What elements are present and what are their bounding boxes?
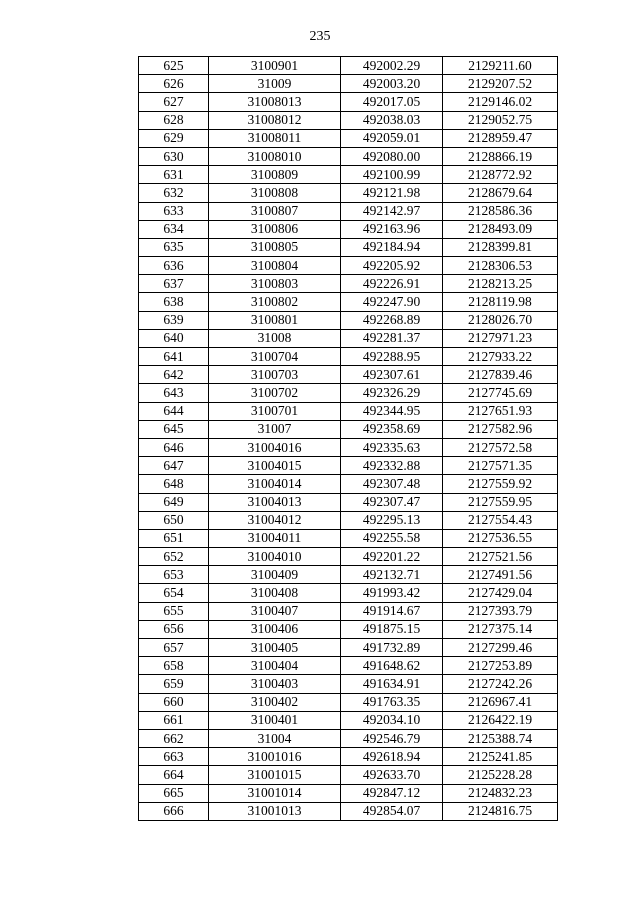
y-coordinate-cell: 2127521.56 — [443, 548, 558, 566]
point-id-cell: 3100701 — [209, 402, 341, 420]
x-coordinate-cell: 492121.98 — [341, 184, 443, 202]
y-coordinate-cell: 2128399.81 — [443, 238, 558, 256]
point-id-cell: 3100808 — [209, 184, 341, 202]
point-id-cell: 31001013 — [209, 802, 341, 820]
x-coordinate-cell: 492080.00 — [341, 147, 443, 165]
y-coordinate-cell: 2126422.19 — [443, 711, 558, 729]
y-coordinate-cell: 2124832.23 — [443, 784, 558, 802]
y-coordinate-cell: 2127572.58 — [443, 438, 558, 456]
table-row — [139, 511, 558, 529]
table-row — [139, 57, 558, 75]
x-coordinate-cell: 492059.01 — [341, 129, 443, 147]
y-coordinate-cell: 2127582.96 — [443, 420, 558, 438]
x-coordinate-cell: 492003.20 — [341, 75, 443, 93]
row-number-cell: 640 — [139, 329, 209, 347]
point-id-cell: 31001014 — [209, 784, 341, 802]
row-number-cell: 650 — [139, 511, 209, 529]
x-coordinate-cell: 492633.70 — [341, 766, 443, 784]
table-row — [139, 293, 558, 311]
y-coordinate-cell: 2127536.55 — [443, 529, 558, 547]
row-number-cell: 633 — [139, 202, 209, 220]
y-coordinate-cell: 2125241.85 — [443, 748, 558, 766]
x-coordinate-cell: 492281.37 — [341, 329, 443, 347]
y-coordinate-cell: 2125388.74 — [443, 729, 558, 747]
x-coordinate-cell: 492205.92 — [341, 257, 443, 275]
table-row — [139, 366, 558, 384]
x-coordinate-cell: 492034.10 — [341, 711, 443, 729]
y-coordinate-cell: 2127253.89 — [443, 657, 558, 675]
y-coordinate-cell: 2128213.25 — [443, 275, 558, 293]
point-id-cell: 31001016 — [209, 748, 341, 766]
table-row — [139, 748, 558, 766]
point-id-cell: 31008012 — [209, 111, 341, 129]
x-coordinate-cell: 492847.12 — [341, 784, 443, 802]
point-id-cell: 3100803 — [209, 275, 341, 293]
table-row — [139, 602, 558, 620]
table-row — [139, 529, 558, 547]
y-coordinate-cell: 2127651.93 — [443, 402, 558, 420]
point-id-cell: 3100901 — [209, 57, 341, 75]
row-number-cell: 641 — [139, 348, 209, 366]
x-coordinate-cell: 492268.89 — [341, 311, 443, 329]
y-coordinate-cell: 2127559.92 — [443, 475, 558, 493]
table-row — [139, 129, 558, 147]
row-number-cell: 634 — [139, 220, 209, 238]
point-id-cell: 31004013 — [209, 493, 341, 511]
coordinates-table — [138, 56, 558, 821]
point-id-cell: 3100801 — [209, 311, 341, 329]
point-id-cell: 31007 — [209, 420, 341, 438]
table-row — [139, 147, 558, 165]
row-number-cell: 661 — [139, 711, 209, 729]
y-coordinate-cell: 2128586.36 — [443, 202, 558, 220]
point-id-cell: 3100704 — [209, 348, 341, 366]
y-coordinate-cell: 2127299.46 — [443, 639, 558, 657]
row-number-cell: 629 — [139, 129, 209, 147]
y-coordinate-cell: 2128772.92 — [443, 166, 558, 184]
x-coordinate-cell: 492335.63 — [341, 438, 443, 456]
y-coordinate-cell: 2124816.75 — [443, 802, 558, 820]
row-number-cell: 658 — [139, 657, 209, 675]
y-coordinate-cell: 2127429.04 — [443, 584, 558, 602]
table-body — [139, 57, 558, 821]
y-coordinate-cell: 2128026.70 — [443, 311, 558, 329]
point-id-cell: 31008010 — [209, 147, 341, 165]
point-id-cell: 3100402 — [209, 693, 341, 711]
point-id-cell: 31008013 — [209, 93, 341, 111]
table-row — [139, 729, 558, 747]
page-number: 235 — [309, 29, 331, 44]
table-row — [139, 457, 558, 475]
row-number-cell: 626 — [139, 75, 209, 93]
table-row — [139, 657, 558, 675]
x-coordinate-cell: 492332.88 — [341, 457, 443, 475]
row-number-cell: 657 — [139, 639, 209, 657]
y-coordinate-cell: 2127491.56 — [443, 566, 558, 584]
x-coordinate-cell: 492201.22 — [341, 548, 443, 566]
table-row — [139, 438, 558, 456]
point-id-cell: 31008 — [209, 329, 341, 347]
y-coordinate-cell: 2128306.53 — [443, 257, 558, 275]
row-number-cell: 645 — [139, 420, 209, 438]
point-id-cell: 3100807 — [209, 202, 341, 220]
point-id-cell: 31004012 — [209, 511, 341, 529]
row-number-cell: 664 — [139, 766, 209, 784]
table-row — [139, 584, 558, 602]
table-row — [139, 711, 558, 729]
y-coordinate-cell: 2127559.95 — [443, 493, 558, 511]
row-number-cell: 636 — [139, 257, 209, 275]
row-number-cell: 646 — [139, 438, 209, 456]
x-coordinate-cell: 492344.95 — [341, 402, 443, 420]
point-id-cell: 3100408 — [209, 584, 341, 602]
row-number-cell: 659 — [139, 675, 209, 693]
table-row — [139, 493, 558, 511]
row-number-cell: 631 — [139, 166, 209, 184]
x-coordinate-cell: 492132.71 — [341, 566, 443, 584]
table-row — [139, 311, 558, 329]
row-number-cell: 637 — [139, 275, 209, 293]
table-row — [139, 675, 558, 693]
row-number-cell: 649 — [139, 493, 209, 511]
y-coordinate-cell: 2128959.47 — [443, 129, 558, 147]
y-coordinate-cell: 2129211.60 — [443, 57, 558, 75]
x-coordinate-cell: 492038.03 — [341, 111, 443, 129]
y-coordinate-cell: 2127242.26 — [443, 675, 558, 693]
x-coordinate-cell: 491914.67 — [341, 602, 443, 620]
y-coordinate-cell: 2128679.64 — [443, 184, 558, 202]
point-id-cell: 3100703 — [209, 366, 341, 384]
x-coordinate-cell: 492295.13 — [341, 511, 443, 529]
row-number-cell: 655 — [139, 602, 209, 620]
point-id-cell: 31004011 — [209, 529, 341, 547]
table-row — [139, 111, 558, 129]
row-number-cell: 644 — [139, 402, 209, 420]
table-row — [139, 693, 558, 711]
x-coordinate-cell: 491875.15 — [341, 620, 443, 638]
x-coordinate-cell: 492226.91 — [341, 275, 443, 293]
row-number-cell: 625 — [139, 57, 209, 75]
point-id-cell: 31004015 — [209, 457, 341, 475]
table-row — [139, 766, 558, 784]
y-coordinate-cell: 2125228.28 — [443, 766, 558, 784]
y-coordinate-cell: 2128119.98 — [443, 293, 558, 311]
row-number-cell: 653 — [139, 566, 209, 584]
point-id-cell: 31004 — [209, 729, 341, 747]
x-coordinate-cell: 492546.79 — [341, 729, 443, 747]
row-number-cell: 662 — [139, 729, 209, 747]
table-row — [139, 257, 558, 275]
point-id-cell: 31009 — [209, 75, 341, 93]
row-number-cell: 647 — [139, 457, 209, 475]
point-id-cell: 3100806 — [209, 220, 341, 238]
x-coordinate-cell: 492142.97 — [341, 202, 443, 220]
point-id-cell: 3100809 — [209, 166, 341, 184]
x-coordinate-cell: 492326.29 — [341, 384, 443, 402]
row-number-cell: 663 — [139, 748, 209, 766]
table-row — [139, 548, 558, 566]
x-coordinate-cell: 491993.42 — [341, 584, 443, 602]
row-number-cell: 656 — [139, 620, 209, 638]
x-coordinate-cell: 491648.62 — [341, 657, 443, 675]
point-id-cell: 3100401 — [209, 711, 341, 729]
x-coordinate-cell: 492307.48 — [341, 475, 443, 493]
point-id-cell: 3100805 — [209, 238, 341, 256]
table-row — [139, 166, 558, 184]
row-number-cell: 665 — [139, 784, 209, 802]
point-id-cell: 3100407 — [209, 602, 341, 620]
x-coordinate-cell: 492002.29 — [341, 57, 443, 75]
y-coordinate-cell: 2127933.22 — [443, 348, 558, 366]
point-id-cell: 31004014 — [209, 475, 341, 493]
x-coordinate-cell: 491763.35 — [341, 693, 443, 711]
y-coordinate-cell: 2128493.09 — [443, 220, 558, 238]
x-coordinate-cell: 492255.58 — [341, 529, 443, 547]
row-number-cell: 651 — [139, 529, 209, 547]
x-coordinate-cell: 492184.94 — [341, 238, 443, 256]
x-coordinate-cell: 492163.96 — [341, 220, 443, 238]
x-coordinate-cell: 492618.94 — [341, 748, 443, 766]
row-number-cell: 628 — [139, 111, 209, 129]
row-number-cell: 627 — [139, 93, 209, 111]
table-row — [139, 620, 558, 638]
row-number-cell: 660 — [139, 693, 209, 711]
table-row — [139, 202, 558, 220]
table-row — [139, 329, 558, 347]
x-coordinate-cell: 491732.89 — [341, 639, 443, 657]
table-row — [139, 420, 558, 438]
row-number-cell: 654 — [139, 584, 209, 602]
x-coordinate-cell: 491634.91 — [341, 675, 443, 693]
table-row — [139, 348, 558, 366]
point-id-cell: 3100804 — [209, 257, 341, 275]
x-coordinate-cell: 492307.47 — [341, 493, 443, 511]
row-number-cell: 666 — [139, 802, 209, 820]
table-row — [139, 566, 558, 584]
y-coordinate-cell: 2129207.52 — [443, 75, 558, 93]
y-coordinate-cell: 2126967.41 — [443, 693, 558, 711]
table-row — [139, 93, 558, 111]
y-coordinate-cell: 2127571.35 — [443, 457, 558, 475]
table-row — [139, 802, 558, 820]
table-row — [139, 275, 558, 293]
point-id-cell: 3100406 — [209, 620, 341, 638]
table-row — [139, 220, 558, 238]
row-number-cell: 632 — [139, 184, 209, 202]
table-row — [139, 384, 558, 402]
x-coordinate-cell: 492307.61 — [341, 366, 443, 384]
point-id-cell: 31001015 — [209, 766, 341, 784]
row-number-cell: 643 — [139, 384, 209, 402]
table-row — [139, 75, 558, 93]
y-coordinate-cell: 2127839.46 — [443, 366, 558, 384]
table-row — [139, 475, 558, 493]
x-coordinate-cell: 492358.69 — [341, 420, 443, 438]
point-id-cell: 31004010 — [209, 548, 341, 566]
y-coordinate-cell: 2127393.79 — [443, 602, 558, 620]
x-coordinate-cell: 492017.05 — [341, 93, 443, 111]
row-number-cell: 638 — [139, 293, 209, 311]
x-coordinate-cell: 492100.99 — [341, 166, 443, 184]
y-coordinate-cell: 2127971.23 — [443, 329, 558, 347]
row-number-cell: 648 — [139, 475, 209, 493]
point-id-cell: 3100802 — [209, 293, 341, 311]
point-id-cell: 3100403 — [209, 675, 341, 693]
point-id-cell: 3100404 — [209, 657, 341, 675]
x-coordinate-cell: 492854.07 — [341, 802, 443, 820]
y-coordinate-cell: 2127375.14 — [443, 620, 558, 638]
row-number-cell: 642 — [139, 366, 209, 384]
point-id-cell: 31004016 — [209, 438, 341, 456]
point-id-cell: 3100409 — [209, 566, 341, 584]
table-row — [139, 402, 558, 420]
row-number-cell: 630 — [139, 147, 209, 165]
x-coordinate-cell: 492288.95 — [341, 348, 443, 366]
point-id-cell: 31008011 — [209, 129, 341, 147]
point-id-cell: 3100702 — [209, 384, 341, 402]
point-id-cell: 3100405 — [209, 639, 341, 657]
row-number-cell: 635 — [139, 238, 209, 256]
table-row — [139, 639, 558, 657]
y-coordinate-cell: 2127554.43 — [443, 511, 558, 529]
y-coordinate-cell: 2128866.19 — [443, 147, 558, 165]
y-coordinate-cell: 2129052.75 — [443, 111, 558, 129]
x-coordinate-cell: 492247.90 — [341, 293, 443, 311]
table-row — [139, 784, 558, 802]
table-row — [139, 184, 558, 202]
table-row — [139, 238, 558, 256]
row-number-cell: 652 — [139, 548, 209, 566]
y-coordinate-cell: 2127745.69 — [443, 384, 558, 402]
y-coordinate-cell: 2129146.02 — [443, 93, 558, 111]
row-number-cell: 639 — [139, 311, 209, 329]
